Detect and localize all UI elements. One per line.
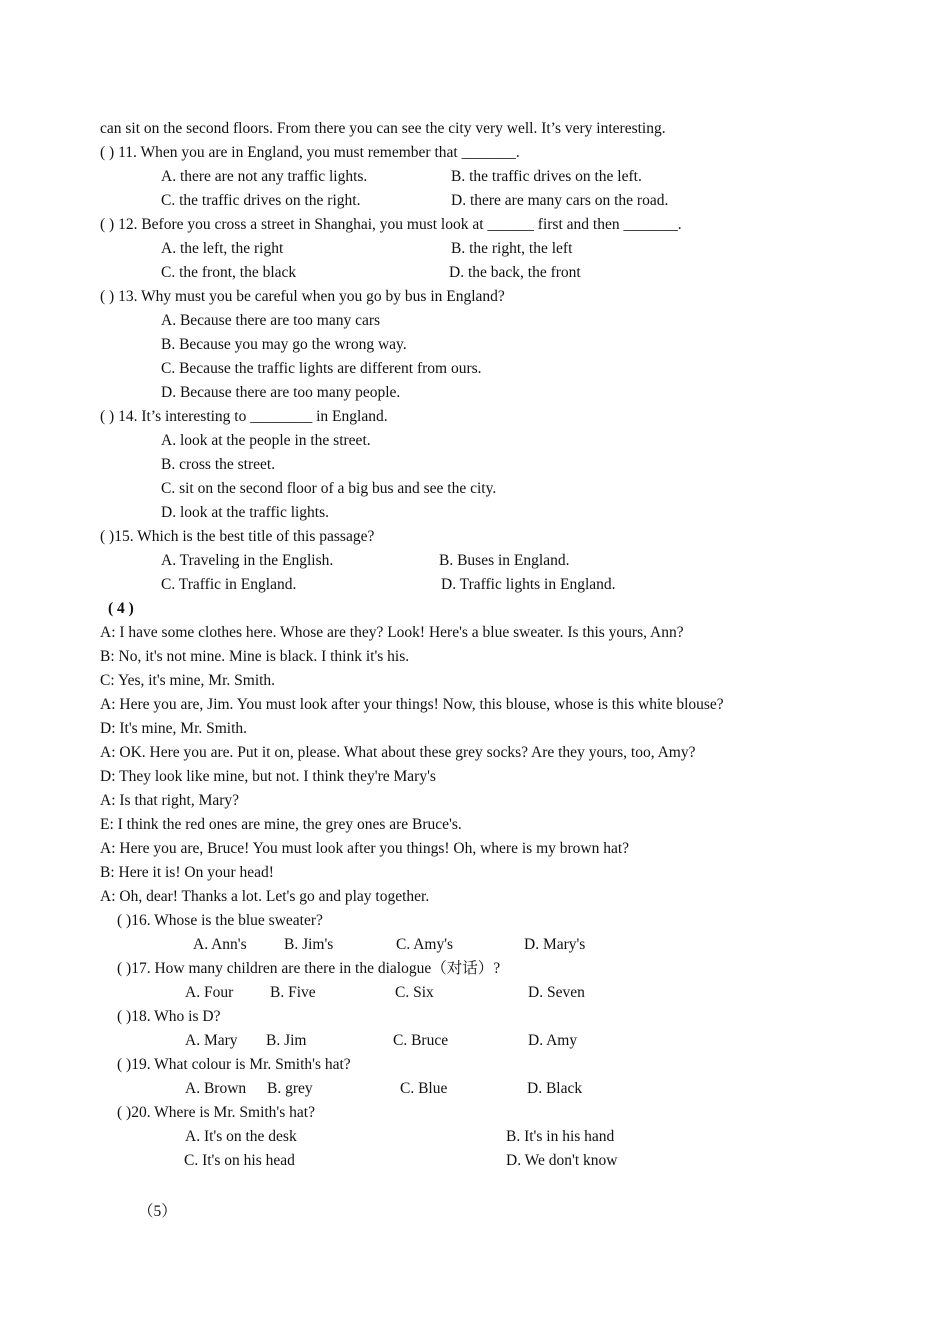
option-c: C. It's on his head [184, 1152, 295, 1169]
question-stem: ( ) 14. It’s interesting to ________ in England. [100, 408, 388, 425]
option-c: C. Because the traffic lights are different from ours. [161, 360, 482, 377]
option-d: D. Because there are too many people. [161, 384, 401, 401]
dialogue-line: B: No, it's not mine. Mine is black. I think it's his. [100, 648, 410, 665]
dialogue-line: B: Here it is! On your head! [100, 864, 274, 881]
option-d: D. the back, the front [449, 264, 581, 281]
option-d: D. We don't know [506, 1152, 618, 1169]
dialogue-line: D: They look like mine, but not. I think they're Mary's [100, 768, 436, 785]
option-b: B. Because you may go the wrong way. [161, 336, 407, 353]
section-label: ( 4 ) [108, 600, 134, 617]
option-d: D. Black [527, 1080, 583, 1097]
question-stem: ( )16. Whose is the blue sweater? [117, 912, 323, 929]
option-c: C. the traffic drives on the right. [161, 192, 361, 209]
option-c: C. Bruce [393, 1032, 449, 1049]
option-c: C. sit on the second floor of a big bus and see the city. [161, 480, 497, 497]
option-a: A. Brown [185, 1080, 247, 1097]
option-a: A. Traveling in the English. [161, 552, 334, 569]
option-a: A. It's on the desk [185, 1128, 297, 1145]
dialogue-line: A: Here you are, Jim. You must look after your things! Now, this blouse, whose is this white blouse? [100, 696, 724, 713]
option-d: D. there are many cars on the road. [451, 192, 669, 209]
dialogue-line: C: Yes, it's mine, Mr. Smith. [100, 672, 276, 689]
dialogue-line: A: Is that right, Mary? [100, 792, 240, 809]
question-stem: ( )18. Who is D? [117, 1008, 221, 1025]
option-c: C. Traffic in England. [161, 576, 297, 593]
option-c: C. Blue [400, 1080, 448, 1097]
option-b: B. Five [270, 984, 316, 1001]
dialogue-line: E: I think the red ones are mine, the grey ones are Bruce's. [100, 816, 462, 833]
option-c: C. Amy's [396, 936, 454, 953]
question-stem: ( )19. What colour is Mr. Smith's hat? [117, 1056, 351, 1073]
option-a: A. Four [185, 984, 234, 1001]
option-d: D. Seven [528, 984, 585, 1001]
option-a: A. the left, the right [161, 240, 284, 257]
dialogue-line: A: Oh, dear! Thanks a lot. Let's go and play together. [100, 888, 430, 905]
option-b: B. the traffic drives on the left. [451, 168, 642, 185]
option-a: A. look at the people in the street. [161, 432, 371, 449]
dialogue-line: A: I have some clothes here. Whose are they? Look! Here's a blue sweater. Is this yours, Ann? [100, 624, 684, 641]
intro-line: can sit on the second floors. From there you can see the city very well. It’s very interesting. [100, 120, 666, 137]
option-b: B. grey [267, 1080, 313, 1097]
dialogue-line: A: OK. Here you are. Put it on, please. What about these grey socks? Are they yours, too, Amy? [100, 744, 696, 761]
option-c: C. the front, the black [161, 264, 297, 281]
option-b: B. Buses in England. [439, 552, 570, 569]
question-stem: ( ) 13. Why must you be careful when you go by bus in England? [100, 288, 505, 305]
question-stem: ( )20. Where is Mr. Smith's hat? [117, 1104, 315, 1121]
option-a: A. Ann's [193, 936, 247, 953]
option-c: C. Six [395, 984, 434, 1001]
option-a: A. there are not any traffic lights. [161, 168, 368, 185]
question-stem: ( )17. How many children are there in the dialogue（对话）? [117, 960, 501, 977]
section-label: （5） [138, 1203, 177, 1220]
option-b: B. the right, the left [451, 240, 573, 257]
dialogue-line: A: Here you are, Bruce! You must look after you things! Oh, where is my brown hat? [100, 840, 630, 857]
dialogue-line: D: It's mine, Mr. Smith. [100, 720, 248, 737]
option-b: B. cross the street. [161, 456, 276, 473]
option-b: B. It's in his hand [506, 1128, 615, 1145]
option-d: D. Traffic lights in England. [441, 576, 616, 593]
option-d: D. Mary's [524, 936, 586, 953]
option-b: B. Jim's [284, 936, 334, 953]
option-b: B. Jim [266, 1032, 307, 1049]
question-stem: ( ) 12. Before you cross a street in Shanghai, you must look at ______ first and then _______. [100, 216, 682, 233]
option-a: A. Because there are too many cars [161, 312, 381, 329]
option-d: D. Amy [528, 1032, 578, 1049]
question-stem: ( ) 11. When you are in England, you must remember that _______. [100, 144, 520, 161]
option-a: A. Mary [185, 1032, 238, 1049]
option-d: D. look at the traffic lights. [161, 504, 330, 521]
question-stem: ( )15. Which is the best title of this passage? [100, 528, 375, 545]
